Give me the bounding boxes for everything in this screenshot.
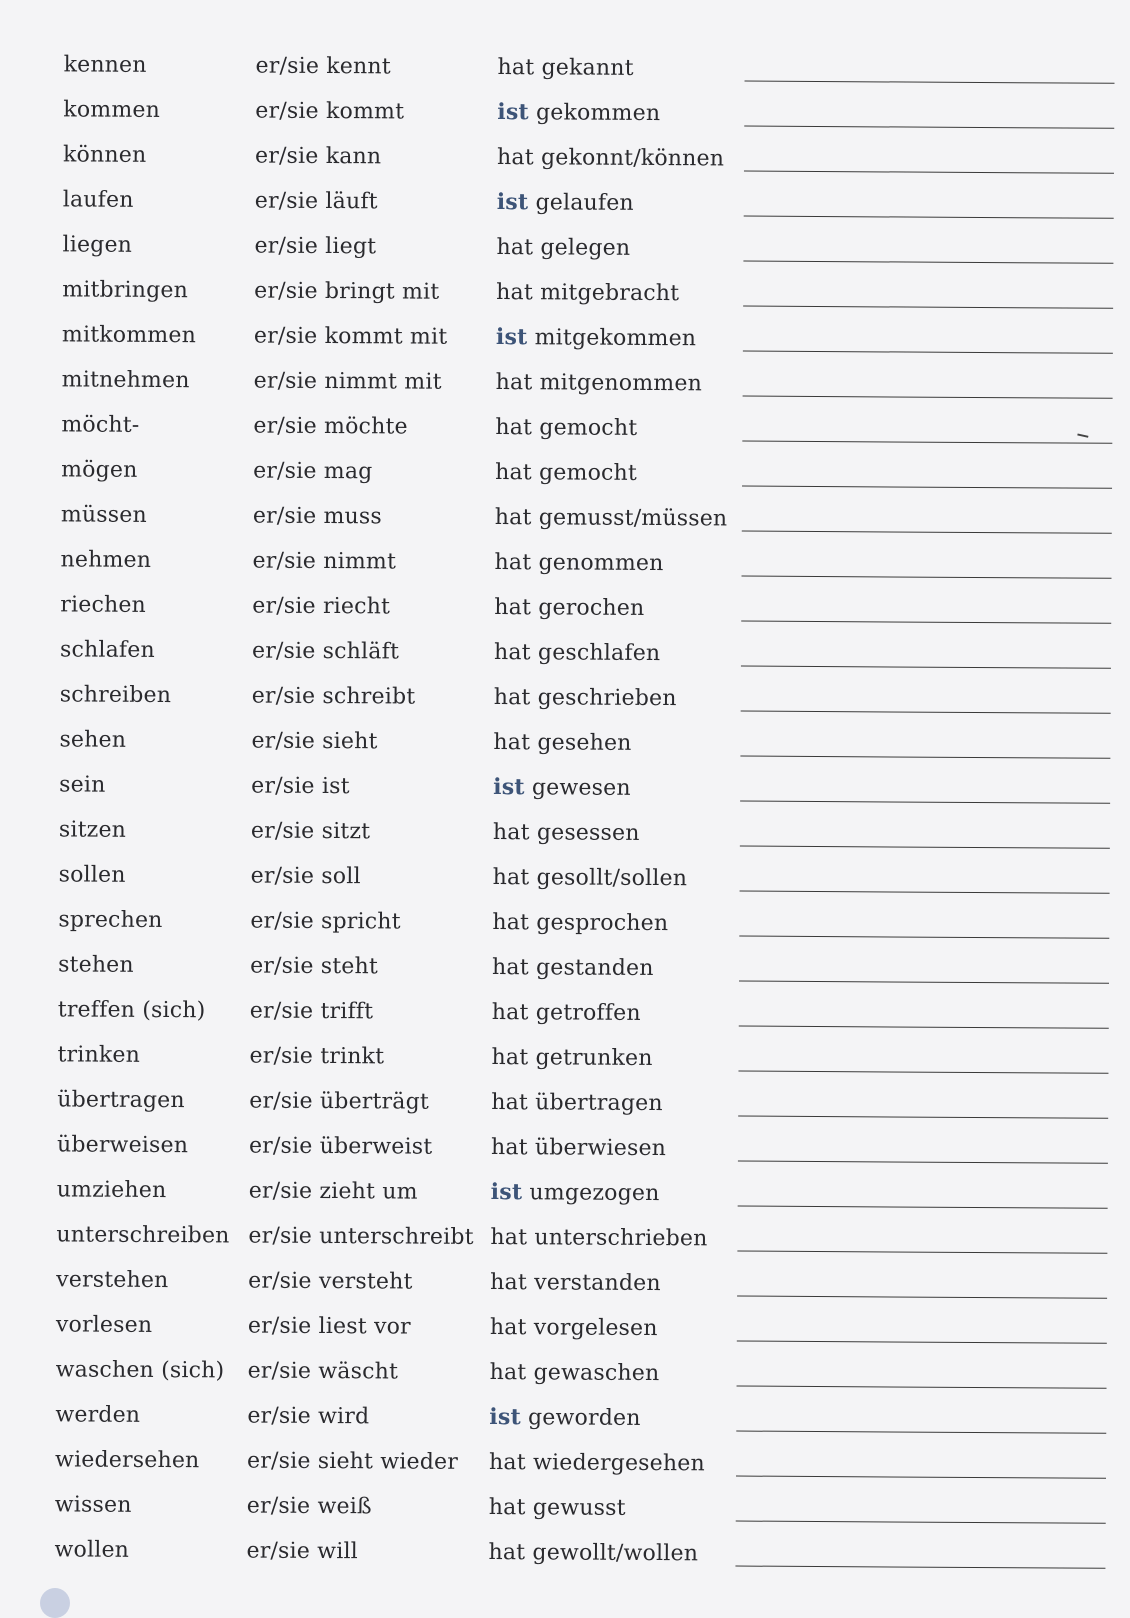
past-participle: gewusst <box>532 1495 626 1521</box>
infinitive: können <box>62 142 147 168</box>
past-participle: unterschrieben <box>534 1225 708 1252</box>
infinitive: sitzen <box>58 817 127 843</box>
auxiliary-verb: ist <box>495 324 528 351</box>
auxiliary-verb: hat <box>492 910 530 936</box>
page-corner-mark <box>40 1588 70 1618</box>
perfect-tense <box>494 630 661 676</box>
perfect-tense <box>497 45 633 91</box>
infinitive: vorlesen <box>55 1312 153 1338</box>
verb-row <box>0 402 1128 454</box>
verb-row <box>0 852 1125 904</box>
present-tense: er/sie zieht um <box>248 1178 418 1205</box>
infinitive: möcht- <box>61 412 140 438</box>
present-tense: er/sie läuft <box>254 188 378 215</box>
auxiliary-verb: ist <box>497 99 529 126</box>
infinitive: mitnehmen <box>61 367 190 394</box>
infinitive: umziehen <box>56 1177 167 1204</box>
present-tense: er/sie kommt mit <box>253 323 448 350</box>
past-participle: gewollt/wollen <box>532 1540 699 1567</box>
past-participle: genommen <box>538 550 664 577</box>
answer-blank-line[interactable] <box>742 531 1112 534</box>
perfect-tense <box>494 585 644 631</box>
answer-blank-line[interactable] <box>744 126 1114 129</box>
perfect-tense <box>497 135 724 181</box>
perfect-tense <box>493 810 640 856</box>
past-participle: gelaufen <box>535 190 634 216</box>
perfect-tense <box>493 720 631 766</box>
perfect-tense <box>496 270 679 316</box>
infinitive: mitkommen <box>61 322 197 349</box>
past-participle: geschlafen <box>537 640 661 667</box>
auxiliary-verb: hat <box>494 505 532 531</box>
auxiliary-verb: hat <box>492 820 530 846</box>
verb-row <box>0 1032 1124 1084</box>
auxiliary-verb: hat <box>496 280 534 306</box>
present-tense: er/sie trifft <box>249 998 374 1025</box>
present-tense: er/sie schreibt <box>251 683 416 710</box>
answer-blank-line[interactable] <box>743 351 1113 354</box>
infinitive: nehmen <box>60 547 152 573</box>
answer-blank-line[interactable] <box>737 1251 1107 1254</box>
answer-blank-line[interactable] <box>739 1026 1109 1029</box>
present-tense: er/sie nimmt mit <box>253 368 442 395</box>
present-tense: er/sie überweist <box>248 1133 433 1160</box>
perfect-tense <box>495 405 637 451</box>
past-participle: verstanden <box>534 1270 661 1297</box>
perfect-tense <box>491 1170 660 1216</box>
answer-blank-line[interactable] <box>740 891 1110 894</box>
past-participle: gemocht <box>539 415 638 441</box>
infinitive: liegen <box>62 232 133 258</box>
perfect-tense <box>496 360 703 406</box>
verb-row <box>0 1167 1123 1219</box>
infinitive: wollen <box>54 1537 130 1563</box>
infinitive: laufen <box>62 187 134 213</box>
past-participle: gewaschen <box>533 1360 660 1387</box>
answer-blank-line[interactable] <box>744 171 1114 174</box>
perfect-tense <box>497 90 660 136</box>
auxiliary-verb: hat <box>491 1000 529 1026</box>
perfect-tense <box>495 495 728 541</box>
perfect-tense <box>489 1395 641 1441</box>
past-participle: geworden <box>527 1405 641 1431</box>
verb-row <box>0 177 1129 229</box>
verb-row <box>0 492 1127 544</box>
auxiliary-verb: ist <box>496 189 529 216</box>
present-tense: er/sie spricht <box>250 908 401 935</box>
perfect-tense <box>493 765 631 811</box>
infinitive: mögen <box>61 457 138 483</box>
perfect-tense <box>496 225 630 271</box>
verb-row <box>0 717 1126 769</box>
verb-row <box>0 1302 1122 1354</box>
perfect-tense <box>490 1260 661 1306</box>
auxiliary-verb: hat <box>490 1270 527 1296</box>
answer-blank-line[interactable] <box>742 486 1112 489</box>
past-participle: wiedergesehen <box>532 1450 705 1477</box>
infinitive: mitbringen <box>62 277 189 304</box>
answer-blank-line[interactable] <box>740 801 1110 804</box>
past-participle: übertragen <box>535 1090 663 1117</box>
verb-row <box>0 132 1129 184</box>
past-participle: mitgekommen <box>534 325 697 352</box>
auxiliary-verb: hat <box>493 640 531 666</box>
present-tense: er/sie muss <box>252 503 383 530</box>
past-participle: gemocht <box>538 460 638 486</box>
verb-row <box>0 312 1128 364</box>
perfect-tense <box>492 990 641 1036</box>
verb-row <box>0 942 1124 994</box>
auxiliary-verb: hat <box>494 550 532 576</box>
answer-blank-line[interactable] <box>737 1296 1107 1299</box>
present-tense: er/sie trinkt <box>249 1043 385 1070</box>
past-participle: gekannt <box>541 55 634 81</box>
answer-blank-line[interactable] <box>741 711 1111 714</box>
infinitive: riechen <box>60 592 147 618</box>
infinitive: übertragen <box>57 1087 185 1114</box>
answer-blank-line[interactable] <box>740 846 1110 849</box>
past-participle: mitgebracht <box>540 280 680 307</box>
auxiliary-verb: hat <box>496 235 534 261</box>
present-tense: er/sie nimmt <box>252 548 397 575</box>
answer-blank-line[interactable] <box>741 666 1111 669</box>
past-participle: gesehen <box>537 730 632 756</box>
verb-row <box>0 1392 1121 1444</box>
perfect-tense <box>490 1215 707 1261</box>
past-participle: gewesen <box>531 775 631 801</box>
auxiliary-verb: hat <box>489 1360 527 1386</box>
present-tense: er/sie unterschreibt <box>248 1223 474 1250</box>
answer-blank-line[interactable] <box>738 1206 1108 1209</box>
auxiliary-verb: hat <box>488 1450 526 1476</box>
verb-row <box>0 1482 1121 1534</box>
answer-blank-line[interactable] <box>744 216 1114 219</box>
infinitive: waschen (sich) <box>55 1357 225 1384</box>
past-participle: gerochen <box>538 595 645 621</box>
verb-row <box>0 807 1125 859</box>
auxiliary-verb: ist <box>493 774 525 801</box>
perfect-tense <box>492 945 654 991</box>
auxiliary-verb: hat <box>495 370 533 396</box>
perfect-tense <box>491 1125 666 1171</box>
answer-blank-line[interactable] <box>739 936 1109 939</box>
perfect-tense <box>496 315 697 361</box>
present-tense: er/sie steht <box>250 953 379 980</box>
past-participle: gesprochen <box>536 910 669 937</box>
past-participle: vorgelesen <box>533 1315 658 1342</box>
infinitive: sehen <box>59 727 127 753</box>
answer-blank-line[interactable] <box>745 81 1115 84</box>
perfect-tense <box>489 1485 626 1531</box>
answer-blank-line[interactable] <box>741 621 1111 624</box>
auxiliary-verb: hat <box>491 1090 529 1116</box>
verb-row <box>0 1122 1123 1174</box>
infinitive: verstehen <box>56 1267 169 1294</box>
perfect-tense <box>489 1440 705 1486</box>
perfect-tense <box>492 900 668 946</box>
present-tense: er/sie sieht wieder <box>247 1448 459 1475</box>
infinitive: müssen <box>60 502 147 528</box>
past-participle: gesessen <box>536 820 640 846</box>
verb-row <box>0 627 1126 679</box>
past-participle: umgezogen <box>529 1180 660 1207</box>
infinitive: überweisen <box>56 1132 189 1159</box>
auxiliary-verb: hat <box>496 145 534 171</box>
perfect-tense <box>488 1530 698 1576</box>
verb-row <box>0 1077 1123 1129</box>
present-tense: er/sie mag <box>253 458 373 485</box>
infinitive: treffen (sich) <box>57 997 206 1024</box>
verb-row <box>0 1527 1121 1579</box>
past-participle: gestanden <box>535 955 654 982</box>
verb-row <box>0 447 1127 499</box>
past-participle: getrunken <box>535 1045 653 1072</box>
auxiliary-verb: hat <box>488 1495 526 1521</box>
verb-row <box>0 987 1124 1039</box>
past-participle: gekonnt/können <box>540 145 725 172</box>
infinitive: schreiben <box>59 682 172 709</box>
answer-blank-line[interactable] <box>743 306 1113 309</box>
verb-row <box>0 267 1128 319</box>
present-tense: er/sie kommt <box>255 98 405 125</box>
present-tense: er/sie kann <box>254 143 382 170</box>
verb-row <box>0 1437 1121 1489</box>
answer-blank-line[interactable] <box>736 1431 1106 1434</box>
present-tense: er/sie soll <box>250 863 361 890</box>
perfect-tense <box>495 450 637 496</box>
present-tense: er/sie ist <box>251 773 350 800</box>
perfect-tense <box>490 1305 658 1351</box>
infinitive: sollen <box>58 862 126 888</box>
present-tense: er/sie überträgt <box>249 1088 430 1115</box>
infinitive: werden <box>55 1402 141 1428</box>
verb-row <box>0 1212 1123 1264</box>
present-tense: er/sie möchte <box>253 413 408 440</box>
answer-blank-line[interactable] <box>735 1566 1105 1569</box>
auxiliary-verb: hat <box>490 1135 528 1161</box>
past-participle: überwiesen <box>534 1135 667 1162</box>
infinitive: schlafen <box>59 637 155 663</box>
auxiliary-verb: hat <box>490 1225 528 1251</box>
present-tense: er/sie versteht <box>248 1268 413 1295</box>
infinitive: wiedersehen <box>55 1447 200 1474</box>
auxiliary-verb: hat <box>495 415 533 441</box>
answer-blank-line[interactable] <box>738 1116 1108 1119</box>
answer-blank-line[interactable] <box>741 576 1111 579</box>
present-tense: er/sie liegt <box>254 233 377 260</box>
verb-row <box>0 897 1124 949</box>
present-tense: er/sie weiß <box>246 1493 372 1520</box>
verb-row <box>0 1347 1122 1399</box>
present-tense: er/sie sieht <box>251 728 378 755</box>
present-tense: er/sie wäscht <box>247 1358 399 1385</box>
perfect-tense <box>494 540 663 586</box>
answer-blank-line[interactable] <box>739 981 1109 984</box>
perfect-tense <box>489 1350 659 1396</box>
auxiliary-verb: hat <box>494 595 532 621</box>
verb-row <box>0 42 1130 94</box>
present-tense: er/sie wird <box>247 1403 370 1430</box>
present-tense: er/sie schläft <box>251 638 400 665</box>
infinitive: stehen <box>58 952 134 978</box>
answer-blank-line[interactable] <box>738 1071 1108 1074</box>
verb-row <box>0 1257 1122 1309</box>
perfect-tense <box>493 855 688 901</box>
answer-blank-line[interactable] <box>738 1161 1108 1164</box>
verb-row <box>0 762 1125 814</box>
perfect-tense <box>491 1035 652 1081</box>
infinitive: sprechen <box>58 907 163 934</box>
past-participle: gelegen <box>540 235 631 261</box>
infinitive: trinken <box>57 1042 141 1068</box>
infinitive: unterschreiben <box>56 1222 230 1249</box>
auxiliary-verb: hat <box>488 1540 526 1566</box>
past-participle: gemusst/müssen <box>538 505 728 532</box>
perfect-tense <box>497 180 634 226</box>
answer-blank-line[interactable] <box>736 1476 1106 1479</box>
auxiliary-verb: ist <box>490 1179 523 1206</box>
verb-list <box>0 42 1130 1579</box>
present-tense: er/sie liest vor <box>247 1313 411 1340</box>
present-tense: er/sie sitzt <box>250 818 371 845</box>
answer-blank-line[interactable] <box>743 261 1113 264</box>
answer-blank-line[interactable] <box>743 396 1113 399</box>
infinitive: wissen <box>54 1492 132 1518</box>
past-participle: mitgenommen <box>539 370 703 397</box>
auxiliary-verb: hat <box>489 1315 527 1341</box>
auxiliary-verb: ist <box>489 1404 521 1431</box>
verb-row <box>0 672 1126 724</box>
past-participle: getroffen <box>535 1000 641 1026</box>
answer-blank-line[interactable] <box>736 1521 1106 1524</box>
verb-row <box>0 357 1128 409</box>
answer-blank-line[interactable] <box>737 1386 1107 1389</box>
auxiliary-verb: hat <box>493 730 531 756</box>
past-participle: geschrieben <box>537 685 677 712</box>
verb-row <box>0 87 1129 139</box>
present-tense: er/sie kennt <box>255 53 391 80</box>
auxiliary-verb: hat <box>492 865 530 891</box>
infinitive: kennen <box>63 52 147 78</box>
present-tense: er/sie riecht <box>252 593 391 620</box>
auxiliary-verb: hat <box>495 460 532 486</box>
infinitive: sein <box>59 772 106 798</box>
auxiliary-verb: hat <box>491 1045 529 1071</box>
answer-blank-line[interactable] <box>742 441 1112 444</box>
auxiliary-verb: hat <box>493 685 531 711</box>
past-participle: gekommen <box>535 100 661 127</box>
perfect-tense <box>491 1080 663 1126</box>
auxiliary-verb: hat <box>492 955 529 981</box>
verb-row <box>0 582 1126 634</box>
present-tense: er/sie bringt mit <box>254 278 440 305</box>
answer-blank-line[interactable] <box>740 756 1110 759</box>
present-tense: er/sie will <box>246 1538 359 1565</box>
past-participle: gesollt/sollen <box>536 865 688 892</box>
verb-row <box>0 537 1127 589</box>
perfect-tense <box>494 675 677 721</box>
answer-blank-line[interactable] <box>737 1341 1107 1344</box>
auxiliary-verb: hat <box>497 55 535 81</box>
verb-row <box>0 222 1129 274</box>
infinitive: kommen <box>63 97 161 123</box>
